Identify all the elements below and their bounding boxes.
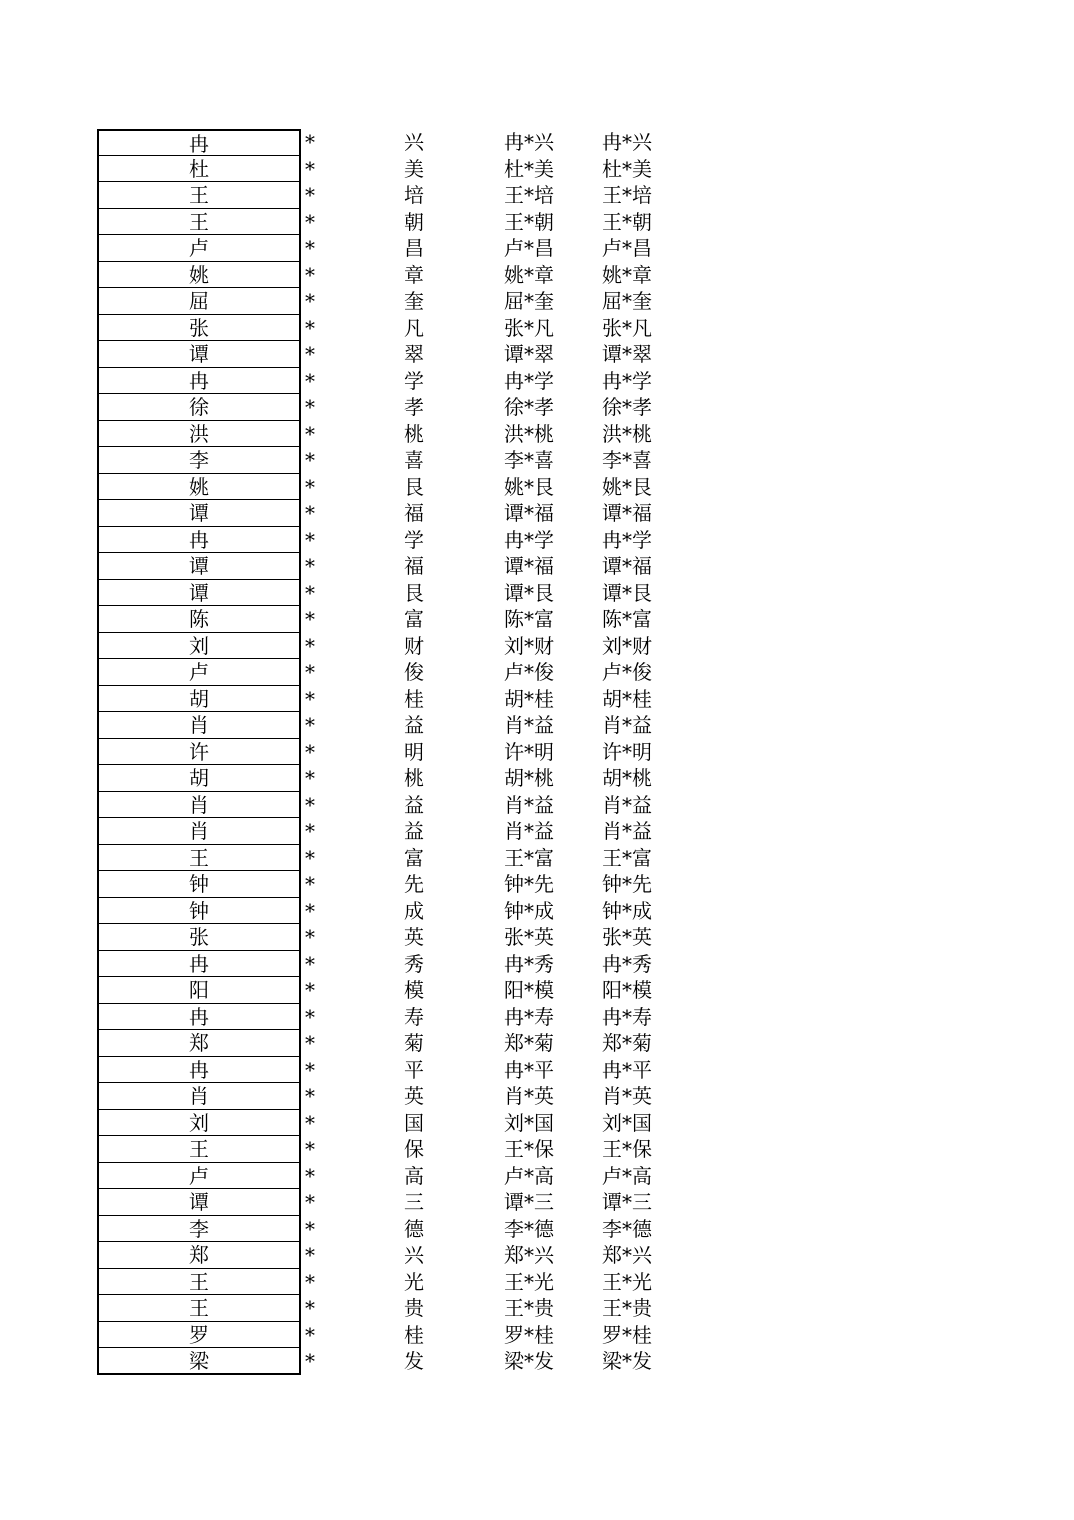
asterisk-cell: * — [305, 1163, 315, 1188]
given-name-cell: 先 — [404, 872, 424, 896]
masked-name-copy-cell: 谭*翠 — [602, 342, 652, 366]
masked-name-cell: 王*培 — [504, 183, 554, 207]
surname-cell: 卢 — [97, 235, 301, 262]
surname-cell: 许 — [97, 739, 301, 766]
given-name-cell: 益 — [404, 713, 424, 737]
asterisk-cell: * — [305, 368, 315, 393]
surname-cell: 冉 — [97, 1004, 301, 1031]
surname-cell: 钟 — [97, 871, 301, 898]
surname-cell: 王 — [97, 1269, 301, 1296]
table-row — [97, 315, 697, 342]
surname-cell: 杜 — [97, 156, 301, 183]
given-name-cell: 喜 — [404, 448, 424, 472]
table-row — [97, 765, 697, 792]
table-row — [97, 447, 697, 474]
masked-name-copy-cell: 冉*学 — [602, 527, 652, 552]
asterisk-cell: * — [305, 580, 315, 605]
table-row — [97, 898, 697, 925]
masked-name-copy-cell: 姚*艮 — [602, 474, 652, 499]
given-name-cell: 艮 — [404, 580, 424, 605]
surname-cell: 刘 — [97, 1110, 301, 1137]
surname-cell: 谭 — [97, 1189, 301, 1216]
masked-name-copy-cell: 冉*学 — [602, 368, 652, 393]
given-name-cell: 益 — [404, 819, 424, 843]
asterisk-cell: * — [305, 925, 315, 949]
table-row — [97, 1083, 697, 1110]
masked-name-copy-cell: 李*喜 — [602, 448, 652, 472]
surname-cell: 王 — [97, 1136, 301, 1163]
given-name-cell: 财 — [404, 633, 424, 658]
masked-name-cell: 王*富 — [504, 845, 554, 870]
masked-name-copy-cell: 胡*桂 — [602, 686, 652, 711]
asterisk-cell: * — [305, 262, 315, 287]
masked-name-cell: 胡*桂 — [504, 686, 554, 711]
masked-name-copy-cell: 谭*福 — [602, 554, 652, 578]
asterisk-cell: * — [305, 845, 315, 870]
table-row — [97, 341, 697, 368]
masked-name-copy-cell: 杜*美 — [602, 156, 652, 181]
asterisk-cell: * — [305, 289, 315, 313]
masked-name-cell: 李*喜 — [504, 448, 554, 472]
asterisk-cell: * — [305, 1322, 315, 1347]
table-row — [97, 924, 697, 951]
surname-cell: 张 — [97, 315, 301, 342]
surname-cell: 钟 — [97, 898, 301, 925]
surname-cell: 谭 — [97, 500, 301, 527]
given-name-cell: 美 — [404, 156, 424, 181]
masked-name-copy-cell: 梁*发 — [602, 1349, 652, 1373]
masked-name-cell: 钟*成 — [504, 898, 554, 923]
given-name-cell: 富 — [404, 607, 424, 631]
asterisk-cell: * — [305, 1084, 315, 1108]
masked-name-cell: 肖*益 — [504, 819, 554, 843]
masked-name-cell: 王*朝 — [504, 209, 554, 234]
surname-cell: 郑 — [97, 1030, 301, 1057]
given-name-cell: 德 — [404, 1216, 424, 1241]
asterisk-cell: * — [305, 130, 315, 154]
asterisk-cell: * — [305, 236, 315, 260]
table-row — [97, 474, 697, 501]
asterisk-cell: * — [305, 209, 315, 234]
table-row — [97, 686, 697, 713]
masked-name-copy-cell: 郑*菊 — [602, 1031, 652, 1055]
masked-name-copy-cell: 张*英 — [602, 925, 652, 949]
asterisk-cell: * — [305, 1216, 315, 1241]
given-name-cell: 寿 — [404, 1004, 424, 1029]
surname-cell: 卢 — [97, 659, 301, 686]
surname-cell: 刘 — [97, 633, 301, 660]
given-name-cell: 英 — [404, 925, 424, 949]
table-row — [97, 845, 697, 872]
given-name-cell: 翠 — [404, 342, 424, 366]
table-row — [97, 182, 697, 209]
table-row — [97, 394, 697, 421]
masked-name-cell: 王*光 — [504, 1269, 554, 1294]
masked-name-copy-cell: 王*富 — [602, 845, 652, 870]
masked-name-cell: 刘*财 — [504, 633, 554, 658]
table-row — [97, 633, 697, 660]
given-name-cell: 凡 — [404, 315, 424, 340]
surname-cell: 罗 — [97, 1322, 301, 1349]
surname-cell: 肖 — [97, 818, 301, 845]
masked-name-copy-cell: 郑*兴 — [602, 1243, 652, 1267]
given-name-cell: 桃 — [404, 766, 424, 790]
given-name-cell: 朝 — [404, 209, 424, 234]
given-name-cell: 福 — [404, 501, 424, 525]
asterisk-cell: * — [305, 527, 315, 552]
surname-cell: 洪 — [97, 421, 301, 448]
masked-name-cell: 张*凡 — [504, 315, 554, 340]
surname-cell: 谭 — [97, 580, 301, 607]
surname-cell: 胡 — [97, 686, 301, 713]
surname-cell: 李 — [97, 1216, 301, 1243]
masked-name-copy-cell: 刘*财 — [602, 633, 652, 658]
given-name-cell: 模 — [404, 978, 424, 1002]
table-row — [97, 1136, 697, 1163]
masked-name-cell: 谭*福 — [504, 501, 554, 525]
masked-name-copy-cell: 张*凡 — [602, 315, 652, 340]
given-name-cell: 桂 — [404, 1322, 424, 1347]
masked-name-cell: 卢*俊 — [504, 660, 554, 684]
given-name-cell: 章 — [404, 262, 424, 287]
table-row — [97, 1004, 697, 1031]
asterisk-cell: * — [305, 1296, 315, 1320]
asterisk-cell: * — [305, 554, 315, 578]
surname-cell: 王 — [97, 182, 301, 209]
masked-name-copy-cell: 李*德 — [602, 1216, 652, 1241]
asterisk-cell: * — [305, 660, 315, 684]
asterisk-cell: * — [305, 1269, 315, 1294]
surname-cell: 谭 — [97, 341, 301, 368]
asterisk-cell: * — [305, 872, 315, 896]
masked-name-cell: 谭*艮 — [504, 580, 554, 605]
surname-cell: 肖 — [97, 792, 301, 819]
surname-cell: 冉 — [97, 951, 301, 978]
table-row — [97, 1295, 697, 1322]
table-row — [97, 606, 697, 633]
masked-name-cell: 肖*英 — [504, 1084, 554, 1108]
asterisk-cell: * — [305, 421, 315, 446]
given-name-cell: 秀 — [404, 951, 424, 976]
masked-name-copy-cell: 肖*益 — [602, 819, 652, 843]
surname-cell: 肖 — [97, 712, 301, 739]
surname-cell: 胡 — [97, 765, 301, 792]
given-name-cell: 桂 — [404, 686, 424, 711]
masked-name-cell: 徐*孝 — [504, 395, 554, 419]
given-name-cell: 益 — [404, 792, 424, 817]
surname-cell: 冉 — [97, 368, 301, 395]
table-row — [97, 1322, 697, 1349]
masked-name-cell: 姚*章 — [504, 262, 554, 287]
given-name-cell: 桃 — [404, 421, 424, 446]
asterisk-cell: * — [305, 713, 315, 737]
given-name-cell: 三 — [404, 1190, 424, 1214]
name-table — [97, 129, 697, 1375]
asterisk-cell: * — [305, 501, 315, 525]
table-row — [97, 1110, 697, 1137]
table-row — [97, 580, 697, 607]
asterisk-cell: * — [305, 395, 315, 419]
asterisk-cell: * — [305, 739, 315, 764]
surname-cell: 郑 — [97, 1242, 301, 1269]
masked-name-cell: 姚*艮 — [504, 474, 554, 499]
table-row — [97, 1030, 697, 1057]
table-row — [97, 1163, 697, 1190]
asterisk-cell: * — [305, 686, 315, 711]
masked-name-cell: 陈*富 — [504, 607, 554, 631]
asterisk-cell: * — [305, 315, 315, 340]
table-row — [97, 659, 697, 686]
masked-name-cell: 郑*兴 — [504, 1243, 554, 1267]
surname-cell: 冉 — [97, 129, 301, 156]
masked-name-cell: 卢*昌 — [504, 236, 554, 260]
surname-cell: 阳 — [97, 977, 301, 1004]
surname-cell: 卢 — [97, 1163, 301, 1190]
given-name-cell: 学 — [404, 527, 424, 552]
asterisk-cell: * — [305, 1057, 315, 1082]
masked-name-copy-cell: 许*明 — [602, 739, 652, 764]
masked-name-copy-cell: 钟*成 — [602, 898, 652, 923]
masked-name-copy-cell: 肖*益 — [602, 792, 652, 817]
masked-name-cell: 杜*美 — [504, 156, 554, 181]
surname-cell: 姚 — [97, 262, 301, 289]
given-name-cell: 兴 — [404, 130, 424, 154]
masked-name-copy-cell: 冉*兴 — [602, 130, 652, 154]
masked-name-cell: 洪*桃 — [504, 421, 554, 446]
masked-name-copy-cell: 谭*福 — [602, 501, 652, 525]
surname-cell: 肖 — [97, 1083, 301, 1110]
table-row — [97, 368, 697, 395]
masked-name-cell: 谭*三 — [504, 1190, 554, 1214]
asterisk-cell: * — [305, 342, 315, 366]
masked-name-copy-cell: 肖*益 — [602, 713, 652, 737]
asterisk-cell: * — [305, 792, 315, 817]
masked-name-copy-cell: 谭*艮 — [602, 580, 652, 605]
masked-name-copy-cell: 谭*三 — [602, 1190, 652, 1214]
asterisk-cell: * — [305, 898, 315, 923]
given-name-cell: 兴 — [404, 1243, 424, 1267]
masked-name-copy-cell: 冉*秀 — [602, 951, 652, 976]
table-row — [97, 871, 697, 898]
masked-name-copy-cell: 王*贵 — [602, 1296, 652, 1320]
given-name-cell: 艮 — [404, 474, 424, 499]
masked-name-cell: 冉*平 — [504, 1057, 554, 1082]
given-name-cell: 发 — [404, 1349, 424, 1373]
surname-cell: 王 — [97, 1295, 301, 1322]
table-row — [97, 209, 697, 236]
table-row — [97, 792, 697, 819]
asterisk-cell: * — [305, 1137, 315, 1161]
surname-cell: 冉 — [97, 1057, 301, 1084]
surname-cell: 屈 — [97, 288, 301, 315]
masked-name-copy-cell: 王*培 — [602, 183, 652, 207]
given-name-cell: 国 — [404, 1110, 424, 1135]
given-name-cell: 光 — [404, 1269, 424, 1294]
given-name-cell: 英 — [404, 1084, 424, 1108]
masked-name-copy-cell: 洪*桃 — [602, 421, 652, 446]
masked-name-cell: 屈*奎 — [504, 289, 554, 313]
masked-name-cell: 冉*学 — [504, 527, 554, 552]
table-row — [97, 156, 697, 183]
given-name-cell: 福 — [404, 554, 424, 578]
masked-name-cell: 梁*发 — [504, 1349, 554, 1373]
table-row — [97, 818, 697, 845]
masked-name-copy-cell: 肖*英 — [602, 1084, 652, 1108]
table-row — [97, 553, 697, 580]
masked-name-cell: 肖*益 — [504, 792, 554, 817]
surname-cell: 徐 — [97, 394, 301, 421]
surname-cell: 陈 — [97, 606, 301, 633]
table-row — [97, 288, 697, 315]
table-row — [97, 1269, 697, 1296]
table-row — [97, 1057, 697, 1084]
asterisk-cell: * — [305, 819, 315, 843]
masked-name-copy-cell: 王*朝 — [602, 209, 652, 234]
masked-name-copy-cell: 屈*奎 — [602, 289, 652, 313]
table-row — [97, 527, 697, 554]
asterisk-cell: * — [305, 448, 315, 472]
given-name-cell: 富 — [404, 845, 424, 870]
masked-name-copy-cell: 卢*昌 — [602, 236, 652, 260]
masked-name-cell: 王*贵 — [504, 1296, 554, 1320]
table-row — [97, 1348, 697, 1375]
masked-name-copy-cell: 罗*桂 — [602, 1322, 652, 1347]
asterisk-cell: * — [305, 1190, 315, 1214]
asterisk-cell: * — [305, 474, 315, 499]
given-name-cell: 孝 — [404, 395, 424, 419]
masked-name-cell: 罗*桂 — [504, 1322, 554, 1347]
table-row — [97, 712, 697, 739]
given-name-cell: 俊 — [404, 660, 424, 684]
asterisk-cell: * — [305, 1031, 315, 1055]
masked-name-copy-cell: 阳*模 — [602, 978, 652, 1002]
given-name-cell: 菊 — [404, 1031, 424, 1055]
asterisk-cell: * — [305, 633, 315, 658]
masked-name-cell: 谭*福 — [504, 554, 554, 578]
asterisk-cell: * — [305, 1243, 315, 1267]
table-row — [97, 977, 697, 1004]
given-name-cell: 培 — [404, 183, 424, 207]
masked-name-cell: 李*德 — [504, 1216, 554, 1241]
asterisk-cell: * — [305, 951, 315, 976]
surname-cell: 梁 — [97, 1348, 301, 1375]
table-row — [97, 235, 697, 262]
given-name-cell: 贵 — [404, 1296, 424, 1320]
masked-name-copy-cell: 姚*章 — [602, 262, 652, 287]
surname-cell: 王 — [97, 209, 301, 236]
asterisk-cell: * — [305, 1110, 315, 1135]
table-row — [97, 1242, 697, 1269]
masked-name-copy-cell: 卢*高 — [602, 1163, 652, 1188]
asterisk-cell: * — [305, 978, 315, 1002]
masked-name-cell: 胡*桃 — [504, 766, 554, 790]
masked-name-cell: 谭*翠 — [504, 342, 554, 366]
masked-name-copy-cell: 刘*国 — [602, 1110, 652, 1135]
surname-cell: 张 — [97, 924, 301, 951]
masked-name-cell: 钟*先 — [504, 872, 554, 896]
masked-name-cell: 阳*模 — [504, 978, 554, 1002]
surname-cell: 李 — [97, 447, 301, 474]
given-name-cell: 明 — [404, 739, 424, 764]
masked-name-copy-cell: 卢*俊 — [602, 660, 652, 684]
masked-name-copy-cell: 徐*孝 — [602, 395, 652, 419]
asterisk-cell: * — [305, 183, 315, 207]
surname-cell: 王 — [97, 845, 301, 872]
given-name-cell: 高 — [404, 1163, 424, 1188]
masked-name-copy-cell: 陈*富 — [602, 607, 652, 631]
masked-name-cell: 张*英 — [504, 925, 554, 949]
masked-name-copy-cell: 冉*寿 — [602, 1004, 652, 1029]
surname-cell: 冉 — [97, 527, 301, 554]
masked-name-copy-cell: 冉*平 — [602, 1057, 652, 1082]
table-row — [97, 1216, 697, 1243]
table-row — [97, 129, 697, 156]
asterisk-cell: * — [305, 607, 315, 631]
masked-name-cell: 郑*菊 — [504, 1031, 554, 1055]
given-name-cell: 成 — [404, 898, 424, 923]
given-name-cell: 平 — [404, 1057, 424, 1082]
surname-cell: 姚 — [97, 474, 301, 501]
masked-name-cell: 许*明 — [504, 739, 554, 764]
masked-name-copy-cell: 王*光 — [602, 1269, 652, 1294]
given-name-cell: 奎 — [404, 289, 424, 313]
masked-name-cell: 刘*国 — [504, 1110, 554, 1135]
given-name-cell: 昌 — [404, 236, 424, 260]
table-row — [97, 951, 697, 978]
masked-name-cell: 冉*兴 — [504, 130, 554, 154]
table-row — [97, 1189, 697, 1216]
given-name-cell: 保 — [404, 1137, 424, 1161]
masked-name-copy-cell: 王*保 — [602, 1137, 652, 1161]
table-row — [97, 262, 697, 289]
asterisk-cell: * — [305, 766, 315, 790]
asterisk-cell: * — [305, 1349, 315, 1373]
masked-name-copy-cell: 钟*先 — [602, 872, 652, 896]
masked-name-cell: 冉*秀 — [504, 951, 554, 976]
table-row — [97, 500, 697, 527]
masked-name-cell: 王*保 — [504, 1137, 554, 1161]
table-row — [97, 421, 697, 448]
surname-cell: 谭 — [97, 553, 301, 580]
table-row — [97, 739, 697, 766]
masked-name-cell: 卢*高 — [504, 1163, 554, 1188]
masked-name-cell: 冉*学 — [504, 368, 554, 393]
masked-name-copy-cell: 胡*桃 — [602, 766, 652, 790]
masked-name-cell: 冉*寿 — [504, 1004, 554, 1029]
asterisk-cell: * — [305, 1004, 315, 1029]
given-name-cell: 学 — [404, 368, 424, 393]
masked-name-cell: 肖*益 — [504, 713, 554, 737]
asterisk-cell: * — [305, 156, 315, 181]
